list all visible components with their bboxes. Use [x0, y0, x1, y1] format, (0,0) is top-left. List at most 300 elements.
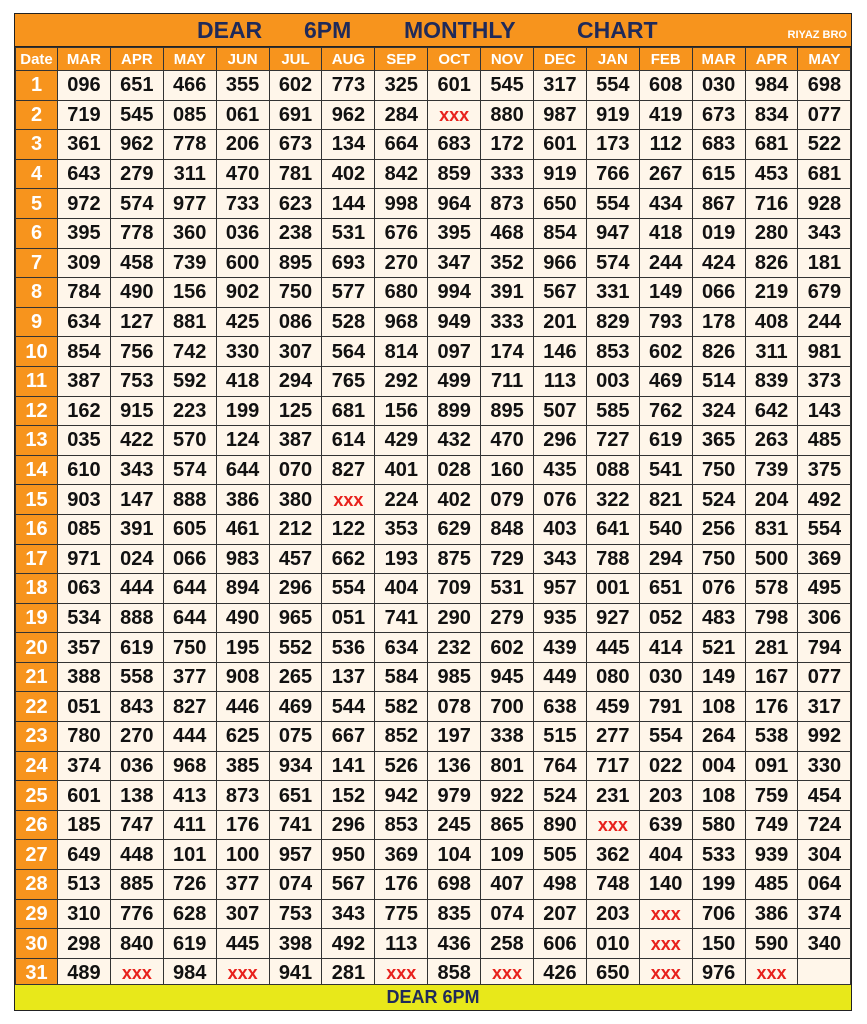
result-cell: 077 — [798, 662, 851, 692]
month-header-apr: APR — [745, 48, 798, 71]
result-cell: 554 — [322, 574, 375, 604]
result-cell: 979 — [428, 781, 481, 811]
result-cell: 843 — [110, 692, 163, 722]
result-cell: 134 — [322, 130, 375, 160]
result-cell: 469 — [639, 366, 692, 396]
result-cell: 201 — [534, 307, 587, 337]
result-cell: 292 — [375, 366, 428, 396]
result-cell: 679 — [798, 278, 851, 308]
date-cell: 10 — [16, 337, 58, 367]
result-cell: 676 — [375, 218, 428, 248]
result-cell: 402 — [428, 485, 481, 515]
result-cell: 585 — [586, 396, 639, 426]
result-cell: 794 — [798, 633, 851, 663]
date-cell: 30 — [16, 929, 58, 959]
result-cell: 733 — [216, 189, 269, 219]
result-cell: 414 — [639, 633, 692, 663]
result-cell: 908 — [216, 662, 269, 692]
result-cell: 436 — [428, 929, 481, 959]
result-cell: 662 — [322, 544, 375, 574]
result-cell: 403 — [534, 514, 587, 544]
result-cell: 885 — [110, 870, 163, 900]
result-cell: 127 — [110, 307, 163, 337]
result-cell: 245 — [428, 810, 481, 840]
result-cell: 097 — [428, 337, 481, 367]
result-cell: 149 — [692, 662, 745, 692]
result-cell: 391 — [481, 278, 534, 308]
result-cell: 160 — [481, 455, 534, 485]
result-cell: 895 — [269, 248, 322, 278]
result-cell: 085 — [163, 100, 216, 130]
result-cell: 577 — [322, 278, 375, 308]
result-cell: 357 — [58, 633, 111, 663]
result-cell: 051 — [58, 692, 111, 722]
result-cell: 343 — [110, 455, 163, 485]
date-cell: 7 — [16, 248, 58, 278]
result-cell: 369 — [375, 840, 428, 870]
result-cell: xxx — [481, 958, 534, 988]
result-cell: 074 — [481, 899, 534, 929]
result-cell: xxx — [110, 958, 163, 988]
result-cell: 296 — [534, 426, 587, 456]
result-cell: 404 — [375, 574, 428, 604]
result-cell: 147 — [110, 485, 163, 515]
result-cell: xxx — [322, 485, 375, 515]
result-cell: 750 — [163, 633, 216, 663]
result-cell: 642 — [745, 396, 798, 426]
result-cell: 554 — [586, 189, 639, 219]
result-cell: 773 — [322, 71, 375, 101]
date-cell: 24 — [16, 751, 58, 781]
result-cell: 395 — [58, 218, 111, 248]
date-cell: 23 — [16, 722, 58, 752]
result-cell: 541 — [639, 455, 692, 485]
result-cell: 030 — [692, 71, 745, 101]
result-cell: 644 — [216, 455, 269, 485]
result-cell: 080 — [586, 662, 639, 692]
date-cell: 22 — [16, 692, 58, 722]
result-cell: 928 — [798, 189, 851, 219]
result-cell: 964 — [428, 189, 481, 219]
result-cell: 651 — [269, 781, 322, 811]
result-cell: 698 — [798, 71, 851, 101]
result-cell: 821 — [639, 485, 692, 515]
result-cell: 419 — [639, 100, 692, 130]
result-cell: 554 — [586, 71, 639, 101]
month-header-jan: JAN — [586, 48, 639, 71]
result-cell: 927 — [586, 603, 639, 633]
result-cell: 895 — [481, 396, 534, 426]
result-cell: 307 — [269, 337, 322, 367]
result-cell: 601 — [428, 71, 481, 101]
result-cell: 078 — [428, 692, 481, 722]
result-cell: 949 — [428, 307, 481, 337]
result-cell: 531 — [481, 574, 534, 604]
result-cell: 848 — [481, 514, 534, 544]
result-cell: 470 — [481, 426, 534, 456]
date-cell: 21 — [16, 662, 58, 692]
result-cell: 387 — [269, 426, 322, 456]
result-cell: 091 — [745, 751, 798, 781]
result-cell: 232 — [428, 633, 481, 663]
result-cell: 854 — [58, 337, 111, 367]
result-cell: 524 — [534, 781, 587, 811]
result-cell: 353 — [375, 514, 428, 544]
result-cell: 408 — [745, 307, 798, 337]
result-cell: 085 — [58, 514, 111, 544]
result-cell: 698 — [428, 870, 481, 900]
result-cell: 238 — [269, 218, 322, 248]
date-cell: 6 — [16, 218, 58, 248]
result-cell: 500 — [745, 544, 798, 574]
result-cell: 628 — [163, 899, 216, 929]
result-cell: 185 — [58, 810, 111, 840]
result-cell: 638 — [534, 692, 587, 722]
result-cell: 377 — [163, 662, 216, 692]
result-cell: 839 — [745, 366, 798, 396]
result-cell: 942 — [375, 781, 428, 811]
result-cell: 935 — [534, 603, 587, 633]
date-cell: 16 — [16, 514, 58, 544]
title-word-chart: CHART — [577, 17, 658, 43]
result-cell: 294 — [269, 366, 322, 396]
result-cell: 019 — [692, 218, 745, 248]
result-cell: 602 — [269, 71, 322, 101]
result-cell: 070 — [269, 455, 322, 485]
result-cell: 962 — [322, 100, 375, 130]
month-header-aug: AUG — [322, 48, 375, 71]
result-cell: 602 — [639, 337, 692, 367]
result-cell: 619 — [110, 633, 163, 663]
result-cell: 522 — [798, 130, 851, 160]
result-cell: 104 — [428, 840, 481, 870]
result-cell: 355 — [216, 71, 269, 101]
result-cell: 814 — [375, 337, 428, 367]
result-cell: 881 — [163, 307, 216, 337]
result-cell: 468 — [481, 218, 534, 248]
result-cell: 531 — [322, 218, 375, 248]
result-cell: 028 — [428, 455, 481, 485]
result-cell: 035 — [58, 426, 111, 456]
result-cell: 651 — [110, 71, 163, 101]
result-cell: 061 — [216, 100, 269, 130]
result-cell: 634 — [375, 633, 428, 663]
result-cell: 459 — [586, 692, 639, 722]
result-cell: 088 — [586, 455, 639, 485]
result-cell: 124 — [216, 426, 269, 456]
month-header-mar: MAR — [58, 48, 111, 71]
result-cell: 664 — [375, 130, 428, 160]
result-cell: 052 — [639, 603, 692, 633]
result-cell: 256 — [692, 514, 745, 544]
result-cell: 971 — [58, 544, 111, 574]
result-cell: 968 — [163, 751, 216, 781]
result-cell: 024 — [110, 544, 163, 574]
result-cell: 968 — [375, 307, 428, 337]
result-cell: 985 — [428, 662, 481, 692]
result-cell: 922 — [481, 781, 534, 811]
result-cell: 434 — [639, 189, 692, 219]
month-header-mar: MAR — [692, 48, 745, 71]
date-cell: 19 — [16, 603, 58, 633]
result-cell: 444 — [110, 574, 163, 604]
date-cell: 2 — [16, 100, 58, 130]
result-cell: 778 — [163, 130, 216, 160]
result-cell: 311 — [745, 337, 798, 367]
result-cell: 077 — [798, 100, 851, 130]
result-cell: 781 — [269, 159, 322, 189]
result-cell: 429 — [375, 426, 428, 456]
result-cell: 125 — [269, 396, 322, 426]
result-cell: 759 — [745, 781, 798, 811]
date-cell: 4 — [16, 159, 58, 189]
result-cell: 485 — [798, 426, 851, 456]
result-cell: 748 — [586, 870, 639, 900]
monthly-chart-sheet — [14, 13, 852, 1011]
title-word-dear: DEAR — [197, 17, 263, 43]
result-cell: 831 — [745, 514, 798, 544]
result-cell: 827 — [163, 692, 216, 722]
result-cell: 176 — [216, 810, 269, 840]
result-cell: 601 — [58, 781, 111, 811]
date-cell: 17 — [16, 544, 58, 574]
result-cell: 490 — [110, 278, 163, 308]
result-cell: 470 — [216, 159, 269, 189]
result-cell: 386 — [745, 899, 798, 929]
result-cell: 391 — [110, 514, 163, 544]
result-cell: 113 — [534, 366, 587, 396]
result-cell: 418 — [639, 218, 692, 248]
result-cell: 643 — [58, 159, 111, 189]
result-cell: 369 — [798, 544, 851, 574]
title-bar — [15, 14, 851, 47]
result-cell: 265 — [269, 662, 322, 692]
result-cell: 203 — [639, 781, 692, 811]
result-cell: 853 — [586, 337, 639, 367]
result-cell: 762 — [639, 396, 692, 426]
date-cell: 1 — [16, 71, 58, 101]
result-cell: 994 — [428, 278, 481, 308]
result-cell: 385 — [216, 751, 269, 781]
result-cell: 457 — [269, 544, 322, 574]
result-cell: 629 — [428, 514, 481, 544]
result-cell: 136 — [428, 751, 481, 781]
result-cell: 030 — [639, 662, 692, 692]
result-cell: 623 — [269, 189, 322, 219]
result-cell: 582 — [375, 692, 428, 722]
date-cell: 20 — [16, 633, 58, 663]
table-row — [16, 662, 851, 692]
result-cell: 143 — [798, 396, 851, 426]
result-cell: 538 — [745, 722, 798, 752]
result-cell: 567 — [322, 870, 375, 900]
result-cell: 207 — [534, 899, 587, 929]
result-cell: 418 — [216, 366, 269, 396]
result-cell: 178 — [692, 307, 745, 337]
result-cell: 554 — [798, 514, 851, 544]
result-cell: 614 — [322, 426, 375, 456]
table-row — [16, 544, 851, 574]
result-cell: 888 — [163, 485, 216, 515]
month-header-apr: APR — [110, 48, 163, 71]
result-cell: 540 — [639, 514, 692, 544]
result-cell: 426 — [534, 958, 587, 988]
date-cell: 26 — [16, 810, 58, 840]
result-cell: 570 — [163, 426, 216, 456]
month-header-dec: DEC — [534, 48, 587, 71]
result-cell: 199 — [216, 396, 269, 426]
result-cell: 578 — [745, 574, 798, 604]
month-header-feb: FEB — [639, 48, 692, 71]
table-row — [16, 751, 851, 781]
result-cell: 552 — [269, 633, 322, 663]
result-cell: 290 — [428, 603, 481, 633]
result-cell: 401 — [375, 455, 428, 485]
result-cell: 224 — [375, 485, 428, 515]
month-header-jul: JUL — [269, 48, 322, 71]
result-cell: 750 — [269, 278, 322, 308]
result-cell: 567 — [534, 278, 587, 308]
result-cell: 076 — [692, 574, 745, 604]
date-cell: 31 — [16, 958, 58, 988]
month-header-may: MAY — [798, 48, 851, 71]
result-cell: 036 — [216, 218, 269, 248]
result-cell: 101 — [163, 840, 216, 870]
table-row — [16, 130, 851, 160]
result-cell: 784 — [58, 278, 111, 308]
result-cell: 373 — [798, 366, 851, 396]
result-cell: 919 — [534, 159, 587, 189]
result-cell: 966 — [534, 248, 587, 278]
result-cell: 842 — [375, 159, 428, 189]
result-cell: 524 — [692, 485, 745, 515]
result-cell: 619 — [163, 929, 216, 959]
table-row — [16, 189, 851, 219]
result-cell: 753 — [269, 899, 322, 929]
table-row — [16, 603, 851, 633]
result-cell: 343 — [798, 218, 851, 248]
result-cell: 195 — [216, 633, 269, 663]
result-cell: 079 — [481, 485, 534, 515]
result-cell: 739 — [745, 455, 798, 485]
result-cell: 424 — [692, 248, 745, 278]
result-cell: 719 — [58, 100, 111, 130]
result-cell: 600 — [216, 248, 269, 278]
result-cell: 395 — [428, 218, 481, 248]
result-cell: 267 — [639, 159, 692, 189]
result-cell: 791 — [639, 692, 692, 722]
table-body — [16, 71, 851, 988]
date-cell: 11 — [16, 366, 58, 396]
result-cell: 146 — [534, 337, 587, 367]
result-cell: 343 — [322, 899, 375, 929]
result-cell: 461 — [216, 514, 269, 544]
result-cell: 615 — [692, 159, 745, 189]
result-cell: 513 — [58, 870, 111, 900]
result-cell: 086 — [269, 307, 322, 337]
result-cell: xxx — [586, 810, 639, 840]
result-cell: 584 — [375, 662, 428, 692]
date-cell: 28 — [16, 870, 58, 900]
result-cell: 306 — [798, 603, 851, 633]
result-cell: 449 — [534, 662, 587, 692]
table-row — [16, 100, 851, 130]
result-cell: 574 — [163, 455, 216, 485]
result-cell: 492 — [322, 929, 375, 959]
date-cell: 18 — [16, 574, 58, 604]
result-cell: 749 — [745, 810, 798, 840]
result-cell: 801 — [481, 751, 534, 781]
result-cell: 375 — [798, 455, 851, 485]
result-cell: 439 — [534, 633, 587, 663]
table-row — [16, 278, 851, 308]
title-word-monthly: MONTHLY — [404, 17, 516, 43]
result-cell: 340 — [798, 929, 851, 959]
result-cell: 716 — [745, 189, 798, 219]
date-cell: 29 — [16, 899, 58, 929]
result-cell: 498 — [534, 870, 587, 900]
result-cell: 673 — [269, 130, 322, 160]
date-column-header: Date — [16, 48, 58, 71]
result-cell: 957 — [534, 574, 587, 604]
result-cell: 788 — [586, 544, 639, 574]
result-cell: 739 — [163, 248, 216, 278]
result-cell: 683 — [692, 130, 745, 160]
result-cell: 528 — [322, 307, 375, 337]
result-cell: 466 — [163, 71, 216, 101]
result-cell: 605 — [163, 514, 216, 544]
result-cell: 407 — [481, 870, 534, 900]
result-cell: 343 — [534, 544, 587, 574]
result-cell: 778 — [110, 218, 163, 248]
result-cell: 212 — [269, 514, 322, 544]
result-cell: 244 — [639, 248, 692, 278]
results-table — [15, 47, 851, 988]
result-cell: 066 — [692, 278, 745, 308]
result-cell: 167 — [745, 662, 798, 692]
result-cell: 270 — [110, 722, 163, 752]
result-cell: 835 — [428, 899, 481, 929]
result-cell: 972 — [58, 189, 111, 219]
result-cell: 827 — [322, 455, 375, 485]
result-cell: 156 — [163, 278, 216, 308]
result-cell: 469 — [269, 692, 322, 722]
table-row — [16, 574, 851, 604]
result-cell: 176 — [745, 692, 798, 722]
result-cell: 064 — [798, 870, 851, 900]
result-cell: 281 — [322, 958, 375, 988]
result-cell: 756 — [110, 337, 163, 367]
table-row — [16, 722, 851, 752]
result-cell: 264 — [692, 722, 745, 752]
result-cell: 536 — [322, 633, 375, 663]
result-cell: 096 — [58, 71, 111, 101]
result-cell: 606 — [534, 929, 587, 959]
result-cell: 574 — [110, 189, 163, 219]
table-row — [16, 455, 851, 485]
result-cell: 141 — [322, 751, 375, 781]
result-cell: 683 — [428, 130, 481, 160]
result-cell: 309 — [58, 248, 111, 278]
table-row — [16, 337, 851, 367]
table-row — [16, 781, 851, 811]
result-cell: 304 — [798, 840, 851, 870]
result-cell: 957 — [269, 840, 322, 870]
result-cell: 875 — [428, 544, 481, 574]
result-cell: 317 — [798, 692, 851, 722]
result-cell: 939 — [745, 840, 798, 870]
result-cell: 387 — [58, 366, 111, 396]
